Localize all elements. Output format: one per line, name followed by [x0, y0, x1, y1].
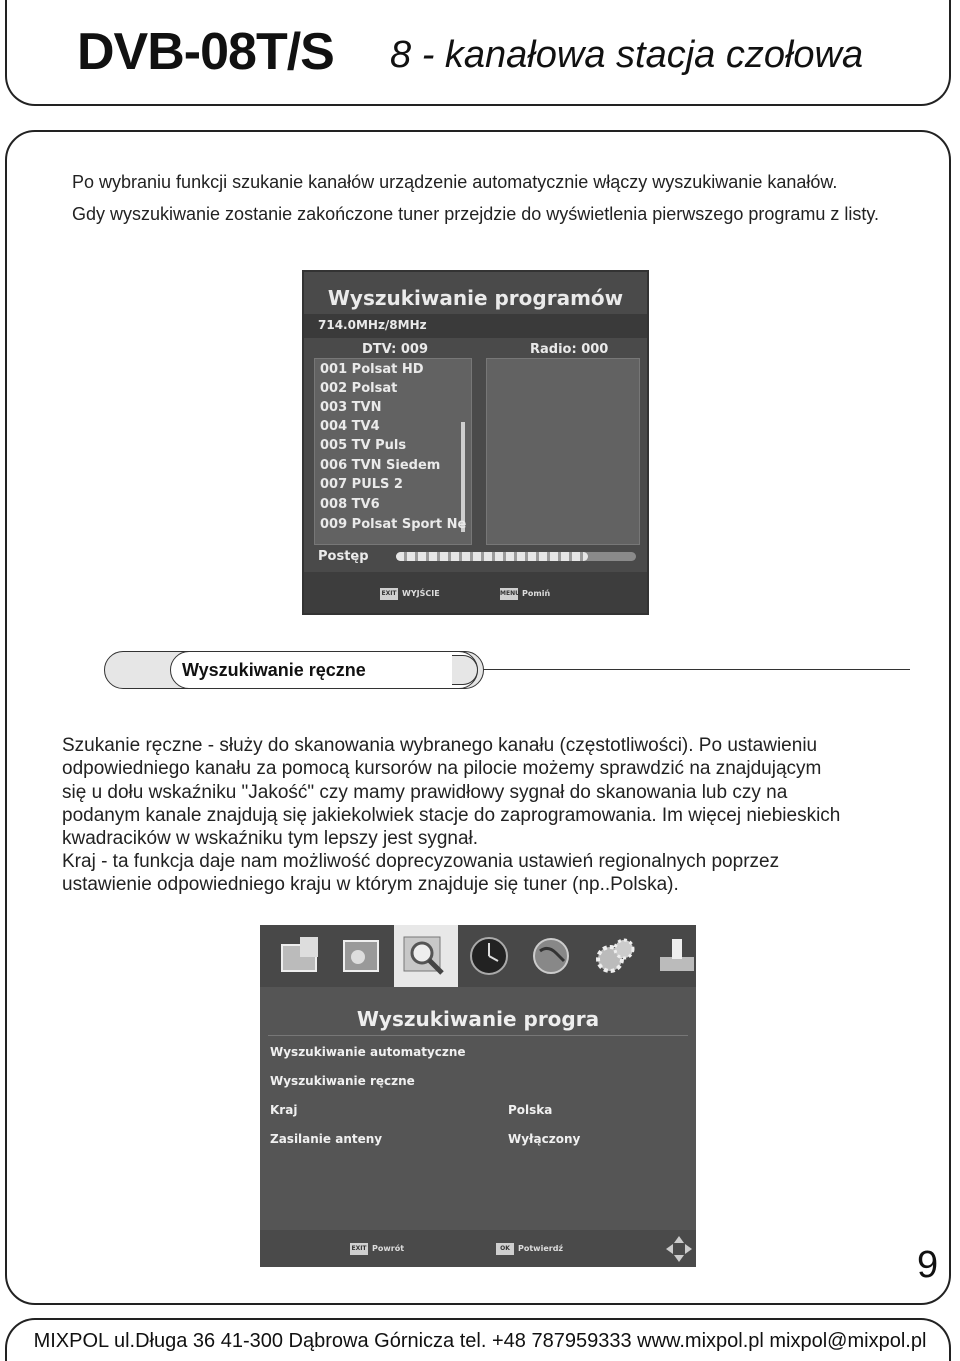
- title-divider: [268, 1035, 688, 1036]
- radio-count: Radio: 000: [530, 342, 609, 357]
- arrow-keys-icon: [664, 1234, 694, 1264]
- menu-item-manual-search: Wyszukiwanie ręczne: [270, 1074, 415, 1088]
- back-label: Powrót: [372, 1244, 405, 1253]
- channel-item: 009 Polsat Sport Ne: [320, 517, 467, 532]
- menu-item-antenna-power: Zasilanie anteny: [270, 1132, 383, 1146]
- intro-line-2: Gdy wyszukiwanie zostanie zakończone tuner przejdzie do wyświetlenia pierwszego programu z listy.: [72, 204, 880, 224]
- ok-key-icon: OK: [496, 1243, 514, 1255]
- menu-key-label: Pomiń: [522, 589, 551, 598]
- body-line: kwadracików w wskaźniku tym lepszy jest sygnał.: [62, 828, 479, 849]
- search-icon: [400, 931, 450, 981]
- scrollbar: [461, 422, 465, 532]
- body-line: podanym kanale znajdują się jakiekolwiek stacje do zaprogramowania. Im więcej niebieskich: [62, 805, 841, 826]
- channel-item: 002 Polsat: [320, 381, 398, 396]
- model-title: DVB-08T/S: [77, 23, 334, 81]
- channel-item: 006 TVN Siedem: [320, 458, 441, 473]
- channel-item: 003 TVN: [320, 400, 382, 415]
- channel-item: 005 TV Puls: [320, 438, 407, 453]
- progress-bar: [396, 552, 636, 561]
- footer-contact: MIXPOL ul.Długa 36 41-300 Dąbrowa Górnicza tel. +48 787959333 www.mixpol.pl mixpol@mixpol.pl: [33, 1330, 927, 1352]
- channel-item: 007 PULS 2: [320, 477, 403, 492]
- channel-item: 001 Polsat HD: [320, 362, 424, 377]
- photo-icon: [336, 931, 386, 981]
- page-number: 9: [917, 1244, 939, 1286]
- menu-key-icon: MENU: [500, 588, 518, 600]
- settings-gears-icon: [590, 931, 640, 981]
- search-progress-screenshot: [302, 270, 649, 615]
- progress-label: Postęp: [318, 549, 369, 564]
- exit-key-icon: EXIT: [350, 1243, 368, 1255]
- model-subtitle: 8 - kanałowa stacja czołowa: [390, 34, 864, 76]
- screen2-title: Wyszukiwanie progra: [356, 1007, 600, 1031]
- body-line: ustawienie odpowiedniego kraju w którym znajduje się tuner (np..Polska).: [62, 874, 679, 895]
- menu-item-country: Kraj: [270, 1103, 298, 1117]
- channel-item: 004 TV4: [320, 419, 380, 434]
- exit-key-icon: EXIT: [380, 588, 398, 600]
- section-title: Wyszukiwanie ręczne: [182, 660, 366, 680]
- menu-value-country: Polska: [508, 1103, 553, 1117]
- body-line: odpowiedniego kanału za pomocą kursorów na pilocie możemy sprawdzić na znajdującym: [62, 758, 822, 779]
- dtv-count: DTV: 009: [362, 342, 428, 357]
- screen1-title: Wyszukiwanie programów: [327, 286, 624, 310]
- channel-item: 008 TV6: [320, 497, 380, 512]
- body-line: Szukanie ręczne - służy do skanowania wybranego kanału (częstotliwości). Po ustawieniu: [62, 735, 818, 756]
- system-icon: [652, 931, 696, 981]
- globe-icon: [526, 931, 576, 981]
- screen1-footer: [304, 572, 647, 615]
- menu-item-auto-search: Wyszukiwanie automatyczne: [270, 1045, 466, 1059]
- clock-icon: [464, 931, 514, 981]
- tv-picture-icon: [276, 931, 326, 981]
- radio-channel-panel: [486, 358, 640, 545]
- intro-line-1: Po wybraniu funkcji szukanie kanałów urządzenie automatycznie włączy wyszukiwanie kanałów.: [72, 172, 838, 192]
- menu-value-antenna-power: Wyłączony: [508, 1132, 581, 1146]
- progress-fill: [396, 552, 588, 561]
- exit-key-label: WYJŚCIE: [402, 589, 440, 598]
- body-line: Kraj - ta funkcja daje nam możliwość doprecyzowania ustawień regionalnych poprzez: [62, 851, 780, 872]
- confirm-label: Potwierdź: [518, 1244, 564, 1253]
- frequency-readout: 714.0MHz/8MHz: [318, 318, 427, 332]
- body-line: się u dołu wskaźniku "Jakość" czy mamy prawidłowy sygnał do skanowania lub czy na: [62, 782, 788, 803]
- search-menu-screenshot: [260, 925, 696, 1267]
- screen2-footer: [260, 1230, 696, 1267]
